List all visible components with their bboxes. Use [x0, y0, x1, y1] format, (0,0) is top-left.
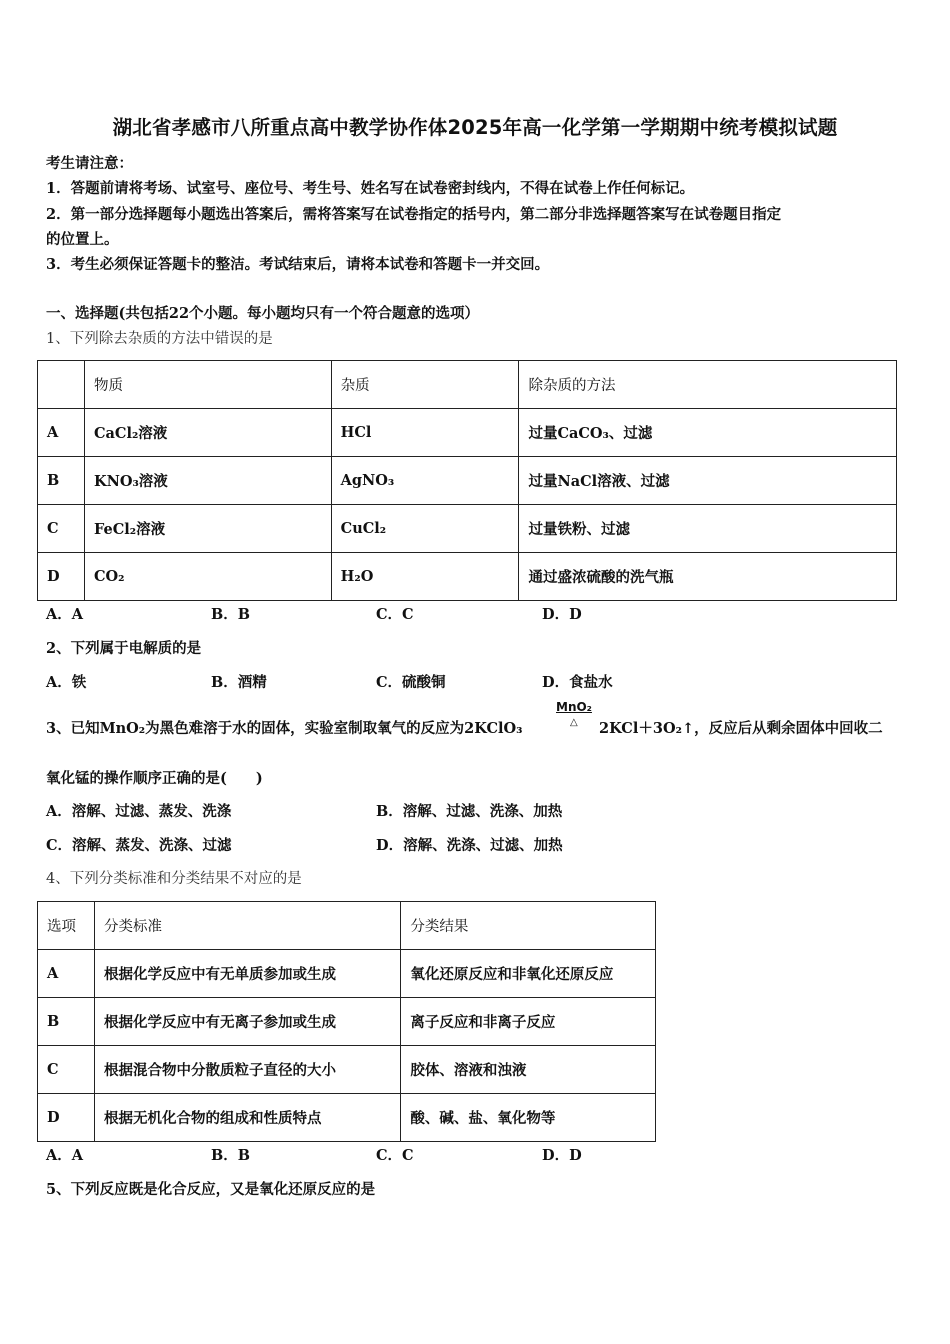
table-cell: 通过盛浓硫酸的洗气瓶 [519, 553, 897, 601]
table-cell [38, 361, 85, 409]
notice-item: 3．考生必须保证答题卡的整洁。考试结束后，请将本试卷和答题卡一并交回。 [46, 256, 550, 273]
question-2-stem: 2、下列属于电解质的是 [46, 640, 202, 657]
table-header-row [38, 361, 897, 409]
option-b[interactable]: B．B [211, 606, 251, 623]
question-1-stem: 1、下列除去杂质的方法中错误的是 [46, 331, 273, 347]
table-cell: H₂O [331, 553, 519, 601]
section-heading: 一、选择题(共包括22个小题。每小题均只有一个符合题意的选项） [46, 305, 480, 322]
table-row [38, 950, 656, 998]
table-cell: D [38, 553, 85, 601]
notice-item: 的位置上。 [46, 231, 119, 248]
notice-item: 1．答题前请将考场、试室号、座位号、考生号、姓名写在试卷密封线内，不得在试卷上作任何标记。 [46, 180, 695, 197]
table-row [38, 409, 897, 457]
table-row [38, 505, 897, 553]
question-3-stem-part1: 3、已知MnO₂为黑色难溶于水的固体，实验室制取氧气的反应为2KClO₃ [46, 720, 523, 737]
table-cell: 除杂质的方法 [519, 361, 897, 409]
table-cell: A [38, 950, 95, 998]
page-title: 湖北省孝感市八所重点高中教学协作体2025年高一化学第一学期期中统考模拟试题 [112, 116, 838, 139]
notice-heading: 考生请注意： [46, 155, 133, 172]
question-3-stem-line2: 氧化锰的操作顺序正确的是( ) [46, 770, 263, 787]
option-d[interactable]: D．食盐水 [542, 674, 613, 691]
heat-symbol: △ [570, 717, 578, 728]
option-c[interactable]: C．C [376, 1147, 414, 1164]
table-cell: HCl [331, 409, 519, 457]
table-header-row [38, 902, 656, 950]
option-c[interactable]: C．硫酸铜 [376, 674, 446, 691]
table-cell: 分类结果 [401, 902, 656, 950]
table-cell: B [38, 998, 95, 1046]
question-1-table [37, 360, 897, 601]
table-cell: AgNO₃ [331, 457, 519, 505]
table-cell: C [38, 505, 85, 553]
option-a[interactable]: A．溶解、过滤、蒸发、洗涤 [46, 803, 232, 820]
option-d[interactable]: D．D [542, 1147, 582, 1164]
table-row [38, 1046, 656, 1094]
table-cell: B [38, 457, 85, 505]
table-cell: 过量铁粉、过滤 [519, 505, 897, 553]
table-cell: 杂质 [331, 361, 519, 409]
table-row [38, 457, 897, 505]
table-cell: 胶体、溶液和浊液 [401, 1046, 656, 1094]
table-cell: 根据无机化合物的组成和性质特点 [94, 1094, 400, 1142]
table-cell: 根据混合物中分散质粒子直径的大小 [94, 1046, 400, 1094]
table-cell: CO₂ [84, 553, 331, 601]
option-a[interactable]: A．铁 [46, 674, 87, 691]
catalyst-label: MnO₂ [556, 700, 592, 714]
table-cell: A [38, 409, 85, 457]
table-cell: KNO₃溶液 [84, 457, 331, 505]
table-cell: C [38, 1046, 95, 1094]
option-d[interactable]: D．D [542, 606, 582, 623]
option-a[interactable]: A．A [46, 1147, 84, 1164]
table-row [38, 553, 897, 601]
question-4-stem: 4、下列分类标准和分类结果不对应的是 [46, 871, 302, 887]
table-cell: D [38, 1094, 95, 1142]
table-cell: 分类标准 [94, 902, 400, 950]
question-4-table [37, 901, 656, 1142]
option-c[interactable]: C．溶解、蒸发、洗涤、过滤 [46, 837, 232, 854]
table-cell: 酸、碱、盐、氧化物等 [401, 1094, 656, 1142]
option-b[interactable]: B．溶解、过滤、洗涤、加热 [376, 803, 563, 820]
table-cell: FeCl₂溶液 [84, 505, 331, 553]
option-a[interactable]: A．A [46, 606, 84, 623]
table-cell: CaCl₂溶液 [84, 409, 331, 457]
table-cell: 离子反应和非离子反应 [401, 998, 656, 1046]
question-3-stem-part2: 2KCl＋3O₂↑，反应后从剩余固体中回收二 [599, 720, 883, 737]
table-cell: 过量NaCl溶液、过滤 [519, 457, 897, 505]
table-cell: 根据化学反应中有无离子参加或生成 [94, 998, 400, 1046]
option-b[interactable]: B．B [211, 1147, 251, 1164]
table-row [38, 1094, 656, 1142]
notice-item: 2．第一部分选择题每小题选出答案后，需将答案写在试卷指定的括号内，第二部分非选择题答案写在试卷题目指定 [46, 206, 782, 223]
option-d[interactable]: D．溶解、洗涤、过滤、加热 [376, 837, 563, 854]
table-cell: 氧化还原反应和非氧化还原反应 [401, 950, 656, 998]
table-cell: 物质 [84, 361, 331, 409]
option-c[interactable]: C．C [376, 606, 414, 623]
table-cell: 过量CaCO₃、过滤 [519, 409, 897, 457]
option-b[interactable]: B．酒精 [211, 674, 267, 691]
table-row [38, 998, 656, 1046]
table-cell: CuCl₂ [331, 505, 519, 553]
table-cell: 根据化学反应中有无单质参加或生成 [94, 950, 400, 998]
question-5-stem: 5、下列反应既是化合反应，又是氧化还原反应的是 [46, 1181, 376, 1198]
table-cell: 选项 [38, 902, 95, 950]
